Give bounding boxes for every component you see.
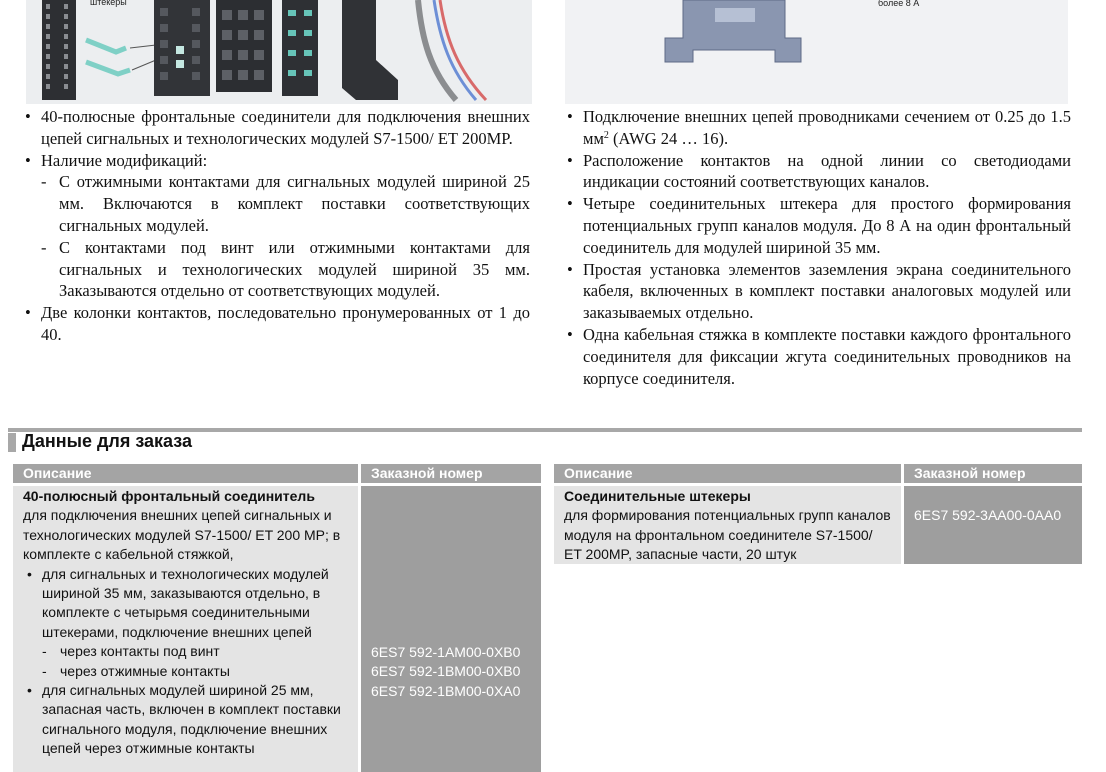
order-code-bridges: 6ES7 592-3AA00-0AA0 — [914, 507, 1062, 523]
feature-bullet-leds: • Расположение контактов на одной линии со светодиодами индикации состояний соответствующих каналов. — [564, 150, 1071, 194]
front-connectors-illustration — [26, 0, 532, 104]
features-right-column — [564, 106, 1071, 389]
order-table-left-code-header: Заказной номер — [361, 464, 541, 483]
order-item-bridges-text: для формирования потенциальных групп каналов модуля на фронтальном соединителе S7-1500/ ET 200MP, запасные части, 20 штук — [564, 507, 891, 563]
order-item-bullet-35mm: • для сигнальных и технологических модулей шириной 35 мм, заказываются отдельно, в комплекте с четырьмя соединительными штекерами, подключение внешних цепей — [23, 565, 350, 643]
feature-bullet-connectors: • 40-полюсные фронтальные соединители для подключения внешних цепей сигнальных и технологических модулей S7-1500/ ET 200MP. — [22, 106, 530, 150]
order-item-front-connector — [13, 486, 358, 772]
feature-bullet-shield: • Простая установка элементов заземления экрана соединительного кабеля, включенных в комплект поставки аналоговых модулей или заказываемых отдельно. — [564, 259, 1071, 324]
feature-bullet-variants: • Наличие модификаций: — [22, 150, 530, 172]
order-code-screw: 6ES7 592-1AM00-0XB0 — [371, 644, 521, 660]
order-code-spare: 6ES7 592-1BM00-0XA0 — [371, 682, 521, 699]
section-marker — [8, 433, 16, 452]
photo-label-current: более 8 А — [878, 0, 920, 8]
connector-bridge-photo — [565, 0, 1068, 104]
order-item-bullet-25mm: • для сигнальных модулей шириной 25 мм, запасная часть, включен в комплект поставки сигнального модуля, подключение внешних цепей через отжимные контакты — [23, 681, 350, 759]
features-left-column — [22, 106, 530, 346]
feature-dash-35mm: - С контактами под винт или отжимными контактами для сигнальных и технологических модулей шириной 35 мм. Заказываются отдельно от соответствующих модулей. — [22, 237, 530, 302]
order-section-title: Данные для заказа — [22, 431, 193, 451]
connector-bridge-illustration — [565, 0, 1068, 104]
order-item-front-connector-codes — [361, 486, 541, 772]
feature-dash-25mm: - С отжимными контактами для сигнальных модулей шириной 25 мм. Включаются в комплект поставки соответствующих сигнальных модулей. — [22, 171, 530, 236]
order-item-bridges-title: Соединительные штекеры — [564, 488, 751, 504]
order-code-push-in: 6ES7 592-1BM00-0XB0 — [371, 663, 521, 680]
order-item-connector-bridges — [554, 486, 901, 564]
feature-bullet-wires: • Подключение внешних цепей проводниками сечением от 0.25 до 1.5 $мм^2$ (AWG 24 … 16). — [564, 106, 1071, 150]
order-item-bridges-code-cell — [904, 486, 1082, 564]
order-table-left-desc-header: Описание — [13, 464, 358, 483]
order-table-right-code-header: Заказной номер — [904, 464, 1082, 483]
feature-bullet-cable-tie: • Одна кабельная стяжка в комплекте поставки каждого фронтального соединителя для фиксации жгута соединительных проводников на корпусе соединителя. — [564, 324, 1071, 389]
order-item-title: 40-полюсный фронтальный соединитель — [23, 488, 315, 504]
feature-bullet-columns: • Две колонки контактов, последовательно пронумерованных от 1 до 40. — [22, 302, 530, 346]
front-connectors-photo — [26, 0, 532, 104]
order-item-intro: для подключения внешних цепей сигнальных и технологических модулей S7-1500/ ET 200 MP; в комплекте с кабельной стяжкой, — [23, 507, 341, 563]
feature-bullet-bridges: • Четыре соединительных штекера для простого формирования потенциальных групп каналов модуля. До 8 А на один фронтальный соединитель для модулей шириной 35 мм. — [564, 193, 1071, 258]
photo-label-connectors: штекеры — [90, 0, 127, 7]
order-item-dash-push-in: - через отжимные контакты — [23, 662, 350, 681]
order-table-right-desc-header: Описание — [554, 464, 901, 483]
order-item-dash-screw: - через контакты под винт — [23, 642, 350, 661]
